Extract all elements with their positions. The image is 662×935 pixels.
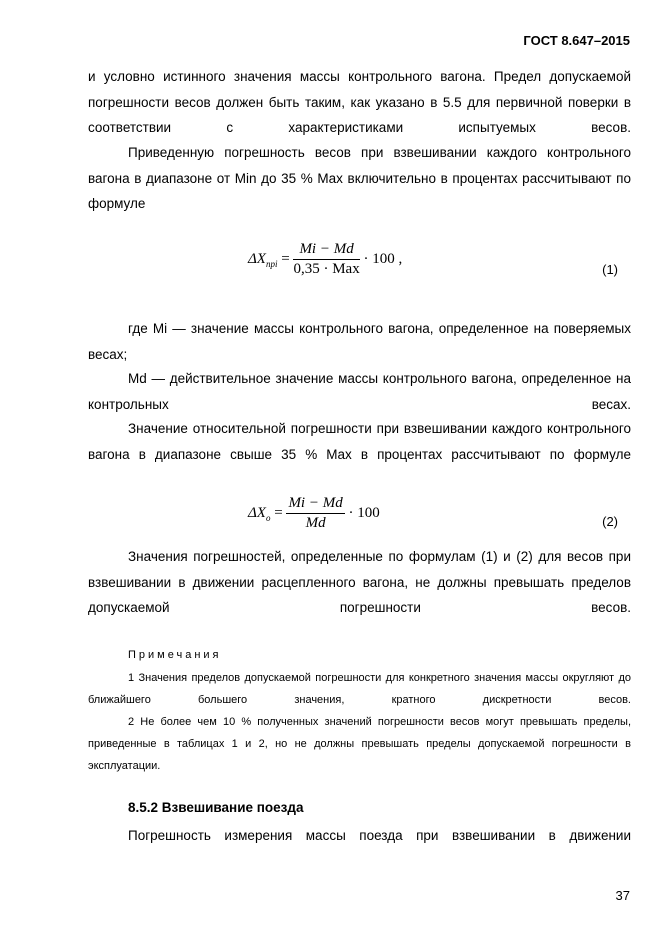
note-1 xyxy=(88,667,631,711)
paragraph-text: Погрешность измерения массы поезда при взвешивании в движении xyxy=(128,828,631,843)
paragraph-definition-mi xyxy=(88,316,631,367)
paragraph-text: и условно истинного значения массы контрольного вагона. Предел допускаемой погрешности весов должен быть таким, как указано в 5.5 для первичной поверки в соответствии с характеристиками испытуемых весов. xyxy=(88,69,631,135)
formula-denominator: Md xyxy=(305,515,326,531)
formula-number: (1) xyxy=(602,262,618,277)
paragraph-text: Md — действительное значение массы контрольного вагона, определенное на контрольных весах. xyxy=(88,371,631,412)
formula-fraction xyxy=(286,495,344,532)
formula-tail: · 100 xyxy=(348,504,380,521)
paragraph-relative-error xyxy=(88,416,631,467)
paragraph-error-values xyxy=(88,544,631,621)
note-text: 1 Значения пределов допускаемой погрешности для конкретного значения массы округляют до ближайшего большего значения, кратного дискретности весов. xyxy=(88,672,631,706)
paragraph-text: Значения погрешностей, определенные по формулам (1) и (2) для весов при взвешивании в движении расцепленного вагона, не должны превышать пределов допускаемой погрешности весов. xyxy=(88,549,631,615)
formula-denominator: 0,35 · Max xyxy=(293,261,360,277)
paragraph-text: Приведенную погрешность весов при взвешивании каждого контрольного вагона в диапазоне от Min до 35 % Max включительно в процентах рассчитывают по формуле xyxy=(88,145,631,211)
section-title: 8.5.2 Взвешивание поезда xyxy=(128,800,304,815)
paragraph-definition-md xyxy=(88,366,631,417)
formula-lhs: $\Delta X_o$ xyxy=(248,504,271,523)
formula-fraction xyxy=(293,241,359,278)
paragraph-reduced-error xyxy=(88,140,631,217)
document-code-header: ГОСТ 8.647–2015 xyxy=(523,33,630,48)
formula-2: $\Delta X_o$ = $\frac{Mi - Md}{Md}$ · 100 xyxy=(248,495,380,531)
formula-numerator: Mi − Md xyxy=(293,241,359,260)
formula-tail: · 100 , xyxy=(363,250,403,267)
note-text: 2 Не более чем 10 % полученных значений погрешности весов могут превышать пределы, приведенные в таблицах 1 и 2, но не должны превышать пределы допускаемой погрешности в эксплуатации. xyxy=(88,716,631,772)
paragraph-text: где Mi — значение массы контрольного вагона, определенное на поверяемых весах; xyxy=(88,321,631,362)
formula-lhs: $\Delta X_{пpi}$ xyxy=(248,250,278,269)
page-number: 37 xyxy=(615,888,630,903)
paragraph-text: Значение относительной погрешности при взвешивании каждого контрольного вагона в диапазоне свыше 35 % Max в процентах рассчитывают по формуле xyxy=(88,421,631,462)
formula-1: $\Delta X_{пpi}$ = $\frac{Mi - Md}{\text{0,35 · Max}}$ · 100 , xyxy=(248,241,403,277)
paragraph-train-weighing xyxy=(88,823,631,849)
notes-heading: Примечания xyxy=(128,649,222,661)
formula-number: (2) xyxy=(602,514,618,529)
note-2 xyxy=(88,711,631,777)
formula-numerator: Mi − Md xyxy=(286,495,344,514)
paragraph-continuation xyxy=(88,64,631,141)
